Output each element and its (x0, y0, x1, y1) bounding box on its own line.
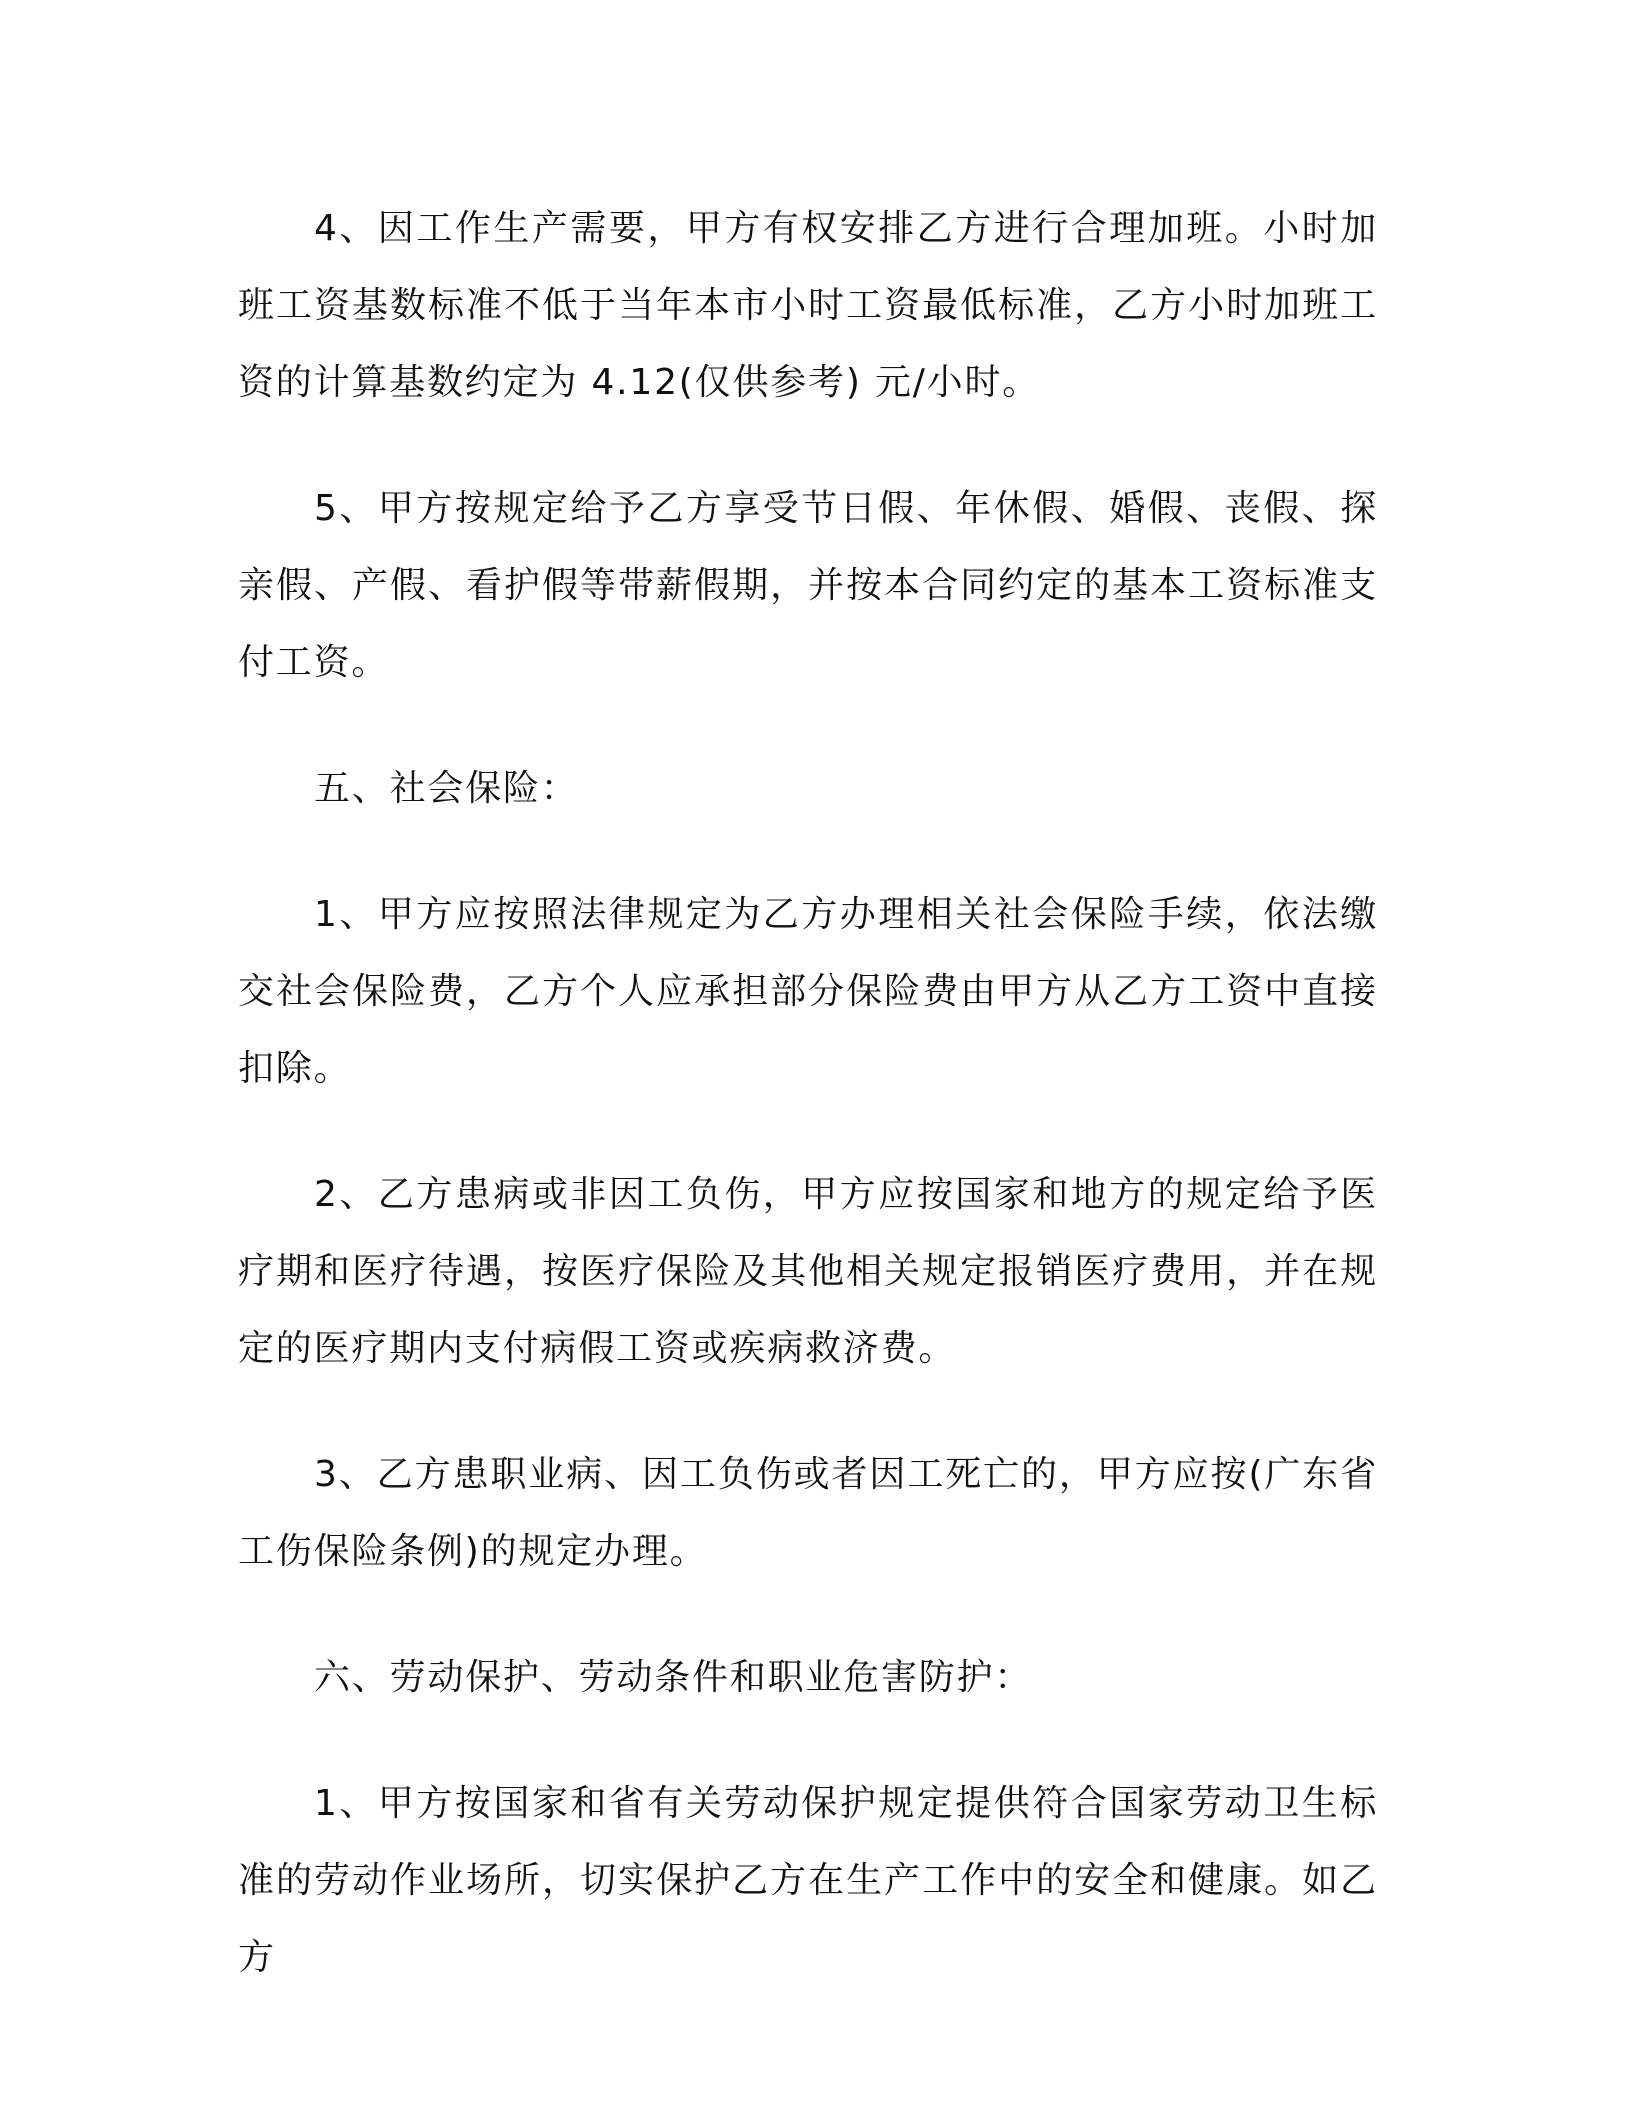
section-5-heading: 五、社会保险： (314, 768, 579, 809)
section-6-heading: 六、劳动保护、劳动条件和职业危害防护： (314, 1657, 1033, 1698)
insurance-clause-3: 3、乙方患职业病、因工负伤或者因工死亡的，甲方应按(广东省工伤保险条例)的规定办理。 (238, 1454, 1378, 1572)
insurance-clause-1: 1、甲方应按照法律规定为乙方办理相关社会保险手续，依法缴交社会保险费，乙方个人应承担部分保险费由甲方从乙方工资中直接扣除。 (238, 894, 1378, 1089)
insurance-clause-2: 2、乙方患病或非因工负伤，甲方应按国家和地方的规定给予医疗期和医疗待遇，按医疗保险及其他相关规定报销医疗费用，并在规定的医疗期内支付病假工资或疾病救济费。 (238, 1174, 1378, 1369)
clause-5-paid-leave: 5、甲方按规定给予乙方享受节日假、年休假、婚假、丧假、探亲假、产假、看护假等带薪假期，并按本合同约定的基本工资标准支付工资。 (238, 488, 1378, 683)
document-body (238, 190, 1378, 2045)
protection-clause-1: 1、甲方按国家和省有关劳动保护规定提供符合国家劳动卫生标准的劳动作业场所，切实保护乙方在生产工作中的安全和健康。如乙方 (238, 1783, 1378, 1978)
clause-4-overtime: 4、因工作生产需要，甲方有权安排乙方进行合理加班。小时加班工资基数标准不低于当年本市小时工资最低标准，乙方小时加班工资的计算基数约定为 4.12(仅供参考) 元/小时。 (238, 208, 1378, 403)
